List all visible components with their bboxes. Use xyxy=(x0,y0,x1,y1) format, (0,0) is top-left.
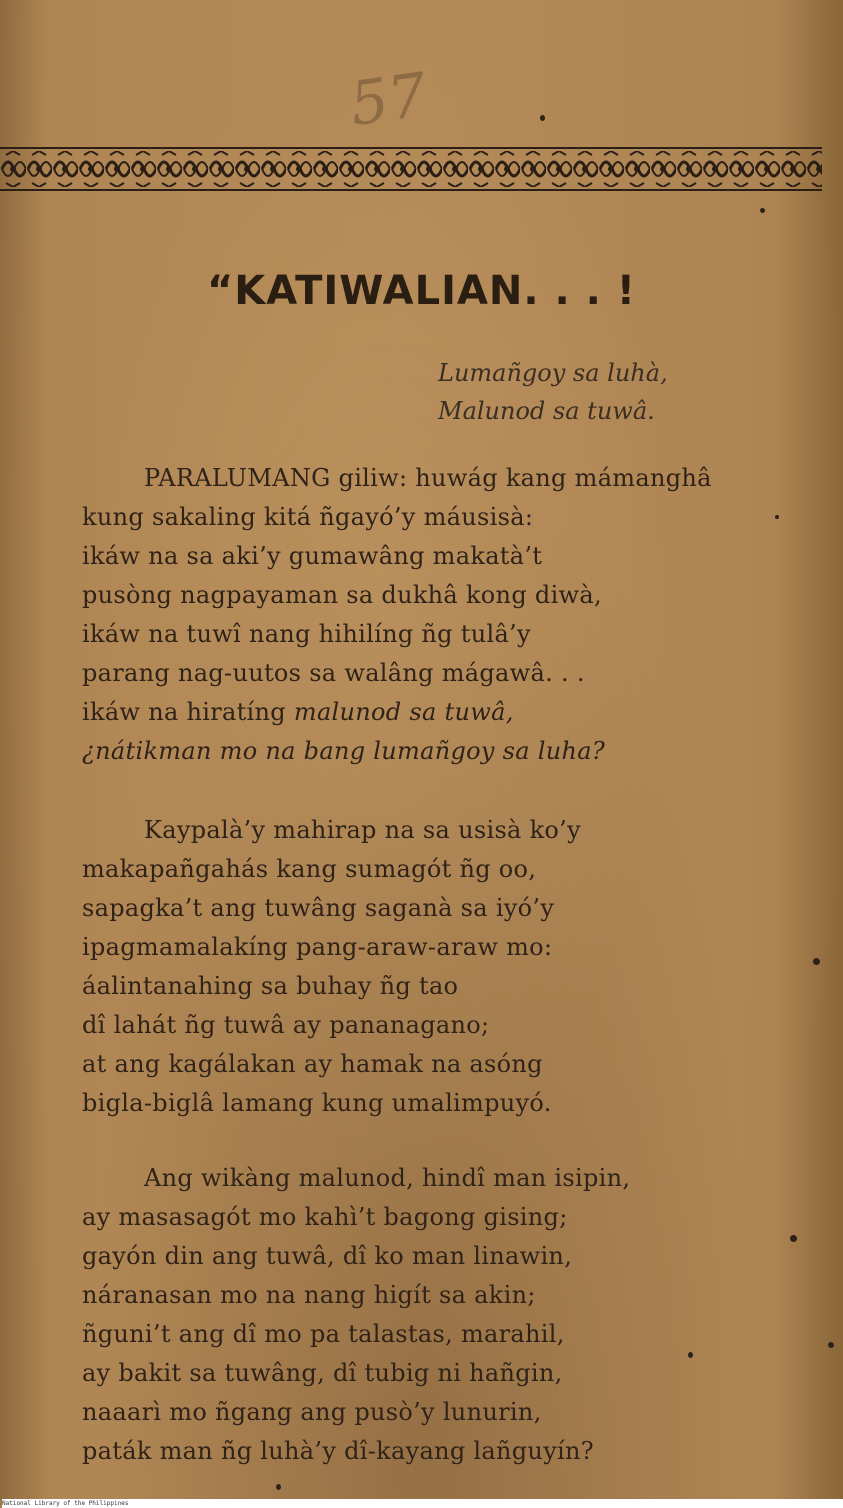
verse-line: at ang kagálakan ay hamak na asóng xyxy=(82,1050,543,1078)
ink-speck xyxy=(813,958,820,965)
verse-line: gayón din ang tuwâ, dî ko man linawin, xyxy=(82,1242,573,1270)
verse-line: kung sakaling kitá ñgayó’y máusisà: xyxy=(82,503,534,531)
verse-line: sapagka’t ang tuwâng saganà sa iyó’y xyxy=(82,894,555,922)
verse-line: náranasan mo na nang higít sa akin; xyxy=(82,1281,536,1309)
library-credit: National Library of the Philippines xyxy=(2,1499,843,1508)
epigraph-line: Malunod sa tuwâ. xyxy=(438,397,655,425)
ink-speck xyxy=(540,115,545,121)
verse-line: ay bakit sa tuwâng, dî tubig ni hañgin, xyxy=(82,1359,563,1387)
verse-line: Kaypalà’y mahirap na sa usisà ko’y xyxy=(144,816,581,844)
ornamental-border xyxy=(0,143,822,195)
verse-line: Ang wikàng malunod, hindî man isipin, xyxy=(144,1164,631,1192)
verse-line: ipagmamalakíng pang-araw-araw mo: xyxy=(82,933,553,961)
verse-line: PARALUMANG giliw: huwág kang mámanghâ xyxy=(144,464,712,492)
epigraph-line: Lumañgoy sa luhà, xyxy=(438,359,668,387)
ink-speck xyxy=(760,208,765,213)
stanza-1 xyxy=(82,459,802,771)
stanza-2 xyxy=(82,811,802,1123)
ink-speck xyxy=(688,1352,693,1358)
verse-line: ay masasagót mo kahì’t bagong gising; xyxy=(82,1203,568,1231)
ink-speck xyxy=(790,1235,797,1242)
verse-line xyxy=(82,693,802,732)
verse-line: naaarì mo ñgang ang pusò’y lunurin, xyxy=(82,1398,542,1426)
verse-line: ¿nátikman mo na bang lumañgoy sa luha? xyxy=(82,737,606,765)
verse-line: pusòng nagpayaman sa dukhâ kong diwà, xyxy=(82,581,602,609)
verse-line: ikáw na sa aki’y gumawâng makatà’t xyxy=(82,542,543,570)
verse-line: makapañgahás kang sumagót ñg oo, xyxy=(82,855,537,883)
poem-title: “KATIWALIAN. . . ! xyxy=(207,268,636,314)
ink-speck xyxy=(276,1484,281,1490)
verse-line-roman: ikáw na hiratíng xyxy=(82,698,294,726)
ink-speck xyxy=(775,515,779,519)
verse-line: ikáw na tuwî nang hihilíng ñg tulâ’y xyxy=(82,620,531,648)
verse-line: ñguni’t ang dî mo pa talastas, marahil, xyxy=(82,1320,565,1348)
ink-speck xyxy=(828,1342,834,1348)
verse-line: áalintanahing sa buhay ñg tao xyxy=(82,972,459,1000)
verse-line: paták man ñg luhà’y dî-kayang lañguyín? xyxy=(82,1437,594,1465)
verse-line: dî lahát ñg tuwâ ay pananagano; xyxy=(82,1011,490,1039)
handwritten-page-number: 57 xyxy=(345,60,432,141)
verse-line: parang nag-uutos sa walâng mágawâ. . . xyxy=(82,659,585,687)
stanza-3 xyxy=(82,1159,802,1471)
verse-line: bigla-biglâ lamang kung umalimpuyó. xyxy=(82,1089,552,1117)
epigraph xyxy=(438,354,758,430)
verse-line-italic: malunod sa tuwâ, xyxy=(293,698,514,726)
